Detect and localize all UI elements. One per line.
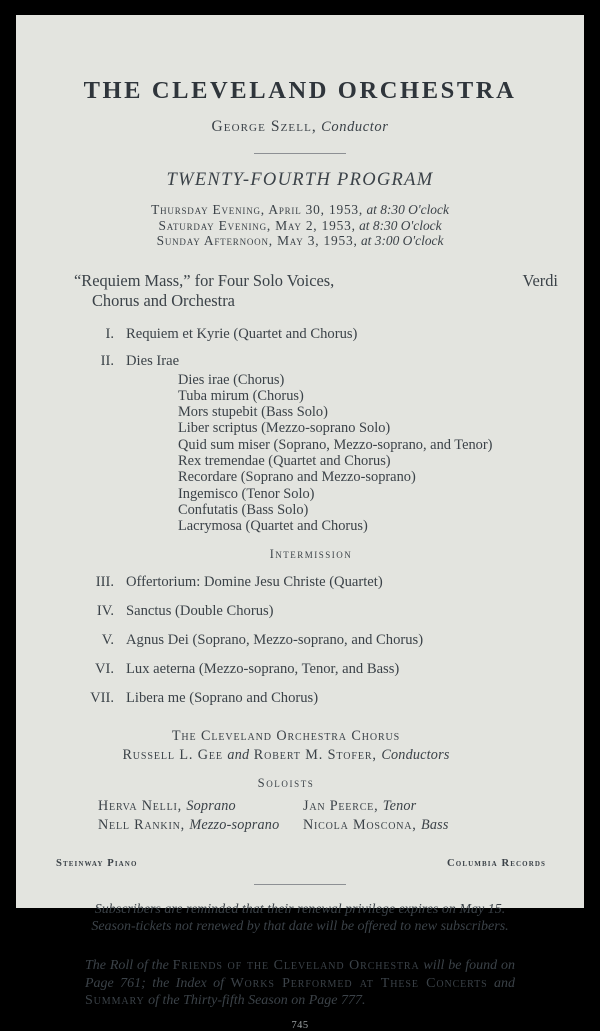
performance-date [16, 218, 584, 234]
conductor-name: George Szell, [211, 118, 317, 135]
roll-text-2: will be found on Page 761; the Index of [85, 958, 515, 991]
divider-top [254, 153, 346, 154]
soloist-item [303, 816, 508, 835]
program-page [16, 15, 584, 1031]
roll-text-4: of the Thirty-fifth Season on Page 777. [144, 993, 366, 1009]
soloist-item [98, 816, 303, 835]
section-item: Recordare (Soprano and Mezzo-soprano) [178, 469, 416, 486]
movement-title: Sanctus (Double Chorus) [126, 603, 274, 620]
intermission-label: Intermission [269, 547, 353, 562]
movement-title: Requiem et Kyrie (Quartet and Chorus) [126, 325, 358, 342]
performance-date [16, 233, 584, 249]
section-item: Ingemisco (Tenor Solo) [178, 485, 315, 502]
soloist-name: Nell Rankin, [98, 817, 185, 834]
soloist-item [98, 797, 303, 816]
soloists-column-right [303, 797, 508, 835]
section-item: Tuba mirum (Chorus) [178, 387, 304, 404]
roll-text-3: and [487, 975, 516, 991]
movement-title: Lux aeterna (Mezzo-soprano, Tenor, and Bass) [126, 661, 400, 678]
movement-number: II. [100, 352, 114, 369]
performance-day: Sunday Afternoon, May 3, 1953, [156, 233, 358, 248]
composer-name: Verdi [522, 270, 558, 290]
work-title-line1: “Requiem Mass,” for Four Solo Voices, [74, 270, 335, 290]
piano-credit: Steinway Piano [56, 858, 138, 870]
movement-item [74, 573, 584, 592]
conductor-role: Conductor [321, 119, 389, 135]
subscriber-notice-line1: Subscribers are reminded that their renewal privilege expires on May 15. [94, 902, 506, 918]
soloist-name: Jan Peerce, [303, 798, 379, 815]
soloist-role: Mezzo-soprano [189, 817, 280, 834]
chorus-conductors [16, 746, 556, 765]
section-item: Rex tremendae (Quartet and Chorus) [178, 452, 391, 469]
work-title-line2: Chorus and Orchestra [92, 291, 235, 310]
conductor-line [16, 118, 584, 136]
roll-text-1: The Roll of the [85, 958, 173, 974]
chorus-conductors-role: Conductors [381, 747, 450, 764]
performance-time: at 8:30 O'clock [359, 217, 442, 233]
movement-number: III. [95, 574, 114, 591]
section-item: Dies irae (Chorus) [178, 371, 285, 388]
movement-item [74, 631, 584, 650]
movement-title: Agnus Dei (Soprano, Mezzo-soprano, and Chorus) [126, 632, 424, 649]
subscriber-notice-line2: Season-tickets not renewed by that date will be offered to new subscribers. [91, 919, 509, 935]
movement-item [74, 325, 584, 344]
roll-friends-label: Friends of the Cleveland Orchestra [172, 958, 420, 974]
page-title: THE CLEVELAND ORCHESTRA [83, 77, 517, 104]
program-number: TWENTY-FOURTH PROGRAM [166, 170, 434, 190]
page-folio-number: 745 [291, 1019, 309, 1031]
performance-day: Thursday Evening, April 30, 1953, [151, 202, 364, 217]
section-item: Quid sum miser (Soprano, Mezzo-soprano, and Tenor) [178, 436, 493, 453]
performance-date [16, 202, 584, 218]
movement-list [16, 325, 584, 709]
movement-number: I. [105, 325, 114, 342]
soloists-heading: Soloists [257, 776, 315, 791]
subscriber-notice [16, 901, 584, 935]
chorus-name: The Cleveland Orchestra Chorus [171, 728, 401, 745]
performance-time: at 3:00 O'clock [360, 233, 444, 248]
roll-paragraph [85, 957, 515, 1010]
movement-number: V. [101, 632, 114, 649]
soloists-block [16, 797, 584, 835]
movement-title: Offertorium: Domine Jesu Christe (Quartet) [126, 574, 383, 591]
soloist-name: Nicola Moscona, [303, 817, 417, 834]
movement-number: IV. [96, 603, 114, 620]
section-item: Mors stupebit (Bass Solo) [178, 404, 328, 421]
soloist-item [303, 797, 508, 816]
section-item: Confutatis (Bass Solo) [178, 501, 309, 518]
movement-title: Libera me (Soprano and Chorus) [126, 690, 319, 707]
performance-day: Saturday Evening, May 2, 1953, [158, 217, 356, 233]
chorus-conductor-two: Robert M. Stofer, [253, 747, 377, 764]
divider-footer [254, 884, 346, 885]
roll-works-label: Works Performed at These Concerts [230, 975, 488, 991]
movement-item [74, 660, 584, 679]
work-title [74, 271, 404, 312]
roll-summary-label: Summary [85, 993, 145, 1009]
soloist-name: Herva Nelli, [98, 798, 182, 815]
section-item: Liber scriptus (Mezzo-soprano Solo) [178, 420, 391, 437]
dies-irae-sections [74, 372, 584, 535]
chorus-block [16, 727, 584, 765]
credits-row [16, 858, 584, 874]
soloists-column-left [98, 797, 303, 835]
movement-number: VII. [90, 690, 114, 707]
soloist-role: Soprano [186, 798, 236, 815]
soloist-role: Tenor [382, 798, 417, 815]
performance-time: at 8:30 O'clock [366, 202, 449, 217]
chorus-conductor-one: Russell L. Gee [122, 747, 223, 764]
movement-item [74, 602, 584, 621]
section-item: Lacrymosa (Quartet and Chorus) [178, 518, 368, 535]
performance-dates [16, 202, 584, 249]
soloist-role: Bass [420, 817, 449, 834]
records-credit: Columbia Records [447, 858, 546, 870]
movement-item [74, 352, 584, 371]
movement-title: Dies Irae [126, 352, 180, 369]
movement-item [74, 689, 584, 708]
movement-number: VI. [94, 661, 114, 678]
chorus-conductors-and: and [227, 747, 250, 764]
work-heading [16, 271, 584, 312]
